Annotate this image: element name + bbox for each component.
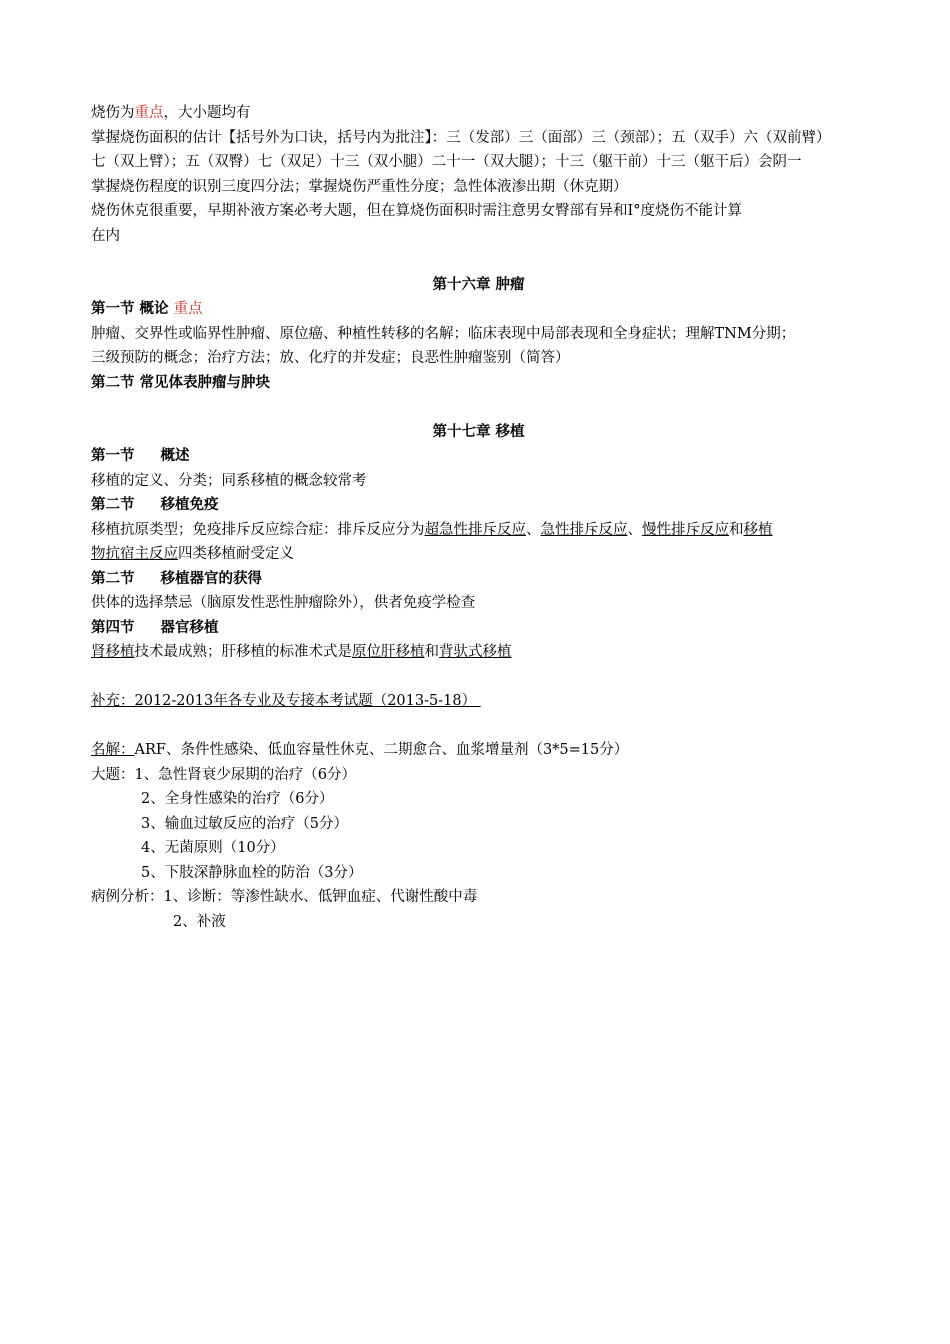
document-body xyxy=(91,101,866,934)
big-question-4: 4、无菌原则（10分） xyxy=(141,840,285,856)
burn-line-6: 在内 xyxy=(91,227,120,244)
big-questions-label: 大题： xyxy=(91,766,135,783)
burn-line-3: 七（双上臂）；五（双臀）七（双足）十三（双小腿）二十一（双大腿）；十三（躯干前）十三（躯干后）会阴一 xyxy=(91,154,802,170)
ch16-section-1-line-1: 肿瘤、交界性或临界性肿瘤、原位癌、种植性转移的名解；临床表现中局部表现和全身症状；理解TNM分期； xyxy=(91,325,796,342)
burn-line-4: 掌握烧伤程度的识别三度四分法；掌握烧伤严重性分度；急性体液渗出期（休克期） xyxy=(91,178,628,195)
burn-line-1: 烧伤为重点，大小题均有 xyxy=(91,105,251,121)
chapter-17-title: 第十七章 移植 xyxy=(432,422,525,440)
underlined-term: 物抗宿主反应 xyxy=(91,546,178,562)
ch17-section-3-heading: 第二节 移植器官的获得 xyxy=(91,569,262,587)
ch17-section-1-line-1: 移植的定义、分类；同系移植的概念较常考 xyxy=(91,472,367,489)
ch16-section-2-heading: 第二节 常见体表肿瘤与肿块 xyxy=(91,373,271,391)
underlined-term: 急性排斥反应 xyxy=(540,521,628,538)
underlined-term: 移植 xyxy=(743,521,773,538)
ch17-section-2-heading: 第二节 移植免疫 xyxy=(91,496,219,513)
underlined-term: 原位肝移植 xyxy=(352,644,425,660)
underlined-term: 超急性排斥反应 xyxy=(424,521,526,538)
case-analysis-1: 病例分析：1、诊断：等渗性缺水、低钾血症、代谢性酸中毒 xyxy=(91,889,478,905)
ch17-section-1-heading: 第一节 概述 xyxy=(91,447,190,464)
ch17-section-2-line-1: 移植抗原类型；免疫排斥反应综合症：排斥反应分为超急性排斥反应、急性排斥反应、慢性排斥反应和移植 xyxy=(91,521,773,538)
chapter-16-title: 第十六章 肿瘤 xyxy=(432,275,525,293)
ch17-section-2-line-2: 物抗宿主反应四类移植耐受定义 xyxy=(91,546,294,562)
supplement-terms: 名解：ARF、条件性感染、低血容量性休克、二期愈合、血浆增量剂（3*5=15分） xyxy=(91,742,629,758)
underlined-term: 肾移植 xyxy=(91,644,135,660)
case-analysis-2: 2、补液 xyxy=(173,913,226,930)
ch16-section-1-heading: 第一节 概论 重点 xyxy=(91,300,203,317)
ch17-section-3-line-1: 供体的选择禁忌（脑原发性恶性肿瘤除外），供者免疫学检查 xyxy=(91,595,476,611)
ch16-section-1-line-2: 三级预防的概念；治疗方法；放、化疗的并发症；良恶性肿瘤鉴别（简答） xyxy=(91,350,570,366)
key-point-mark: 重点 xyxy=(173,301,203,317)
supplement-heading: 补充：2012-2013年各专业及专接本考试题（2013-5-18） xyxy=(91,693,477,709)
burn-line-2: 掌握烧伤面积的估计【括号外为口诀，括号内为批注】：三（发部）三（面部）三（颈部）；五（双手）六（双前臂） xyxy=(91,129,831,146)
ch17-section-4-heading: 第四节 器官移植 xyxy=(91,618,219,636)
ch17-section-4-line-1: 肾移植技术最成熟；肝移植的标准术式是原位肝移植和背驮式移植 xyxy=(91,644,512,660)
big-question-1: 大题：1、急性肾衰少尿期的治疗（6分） xyxy=(91,766,356,783)
key-point-mark: 重点 xyxy=(134,105,164,121)
terms-label: 名解： xyxy=(91,742,135,758)
big-question-5: 5、下肢深静脉血栓的防治（3分） xyxy=(141,864,363,881)
underlined-term: 慢性排斥反应 xyxy=(642,521,729,538)
big-question-3: 3、输血过敏反应的治疗（5分） xyxy=(141,815,348,832)
case-analysis-label: 病例分析： xyxy=(91,889,164,905)
burn-line-5: 烧伤休克很重要，早期补液方案必考大题，但在算烧伤面积时需注意男女臀部有异和Ⅰ°度烧伤不能计算 xyxy=(91,203,742,219)
big-question-2: 2、全身性感染的治疗（6分） xyxy=(141,791,334,807)
underlined-term: 背驮式移植 xyxy=(439,644,512,660)
